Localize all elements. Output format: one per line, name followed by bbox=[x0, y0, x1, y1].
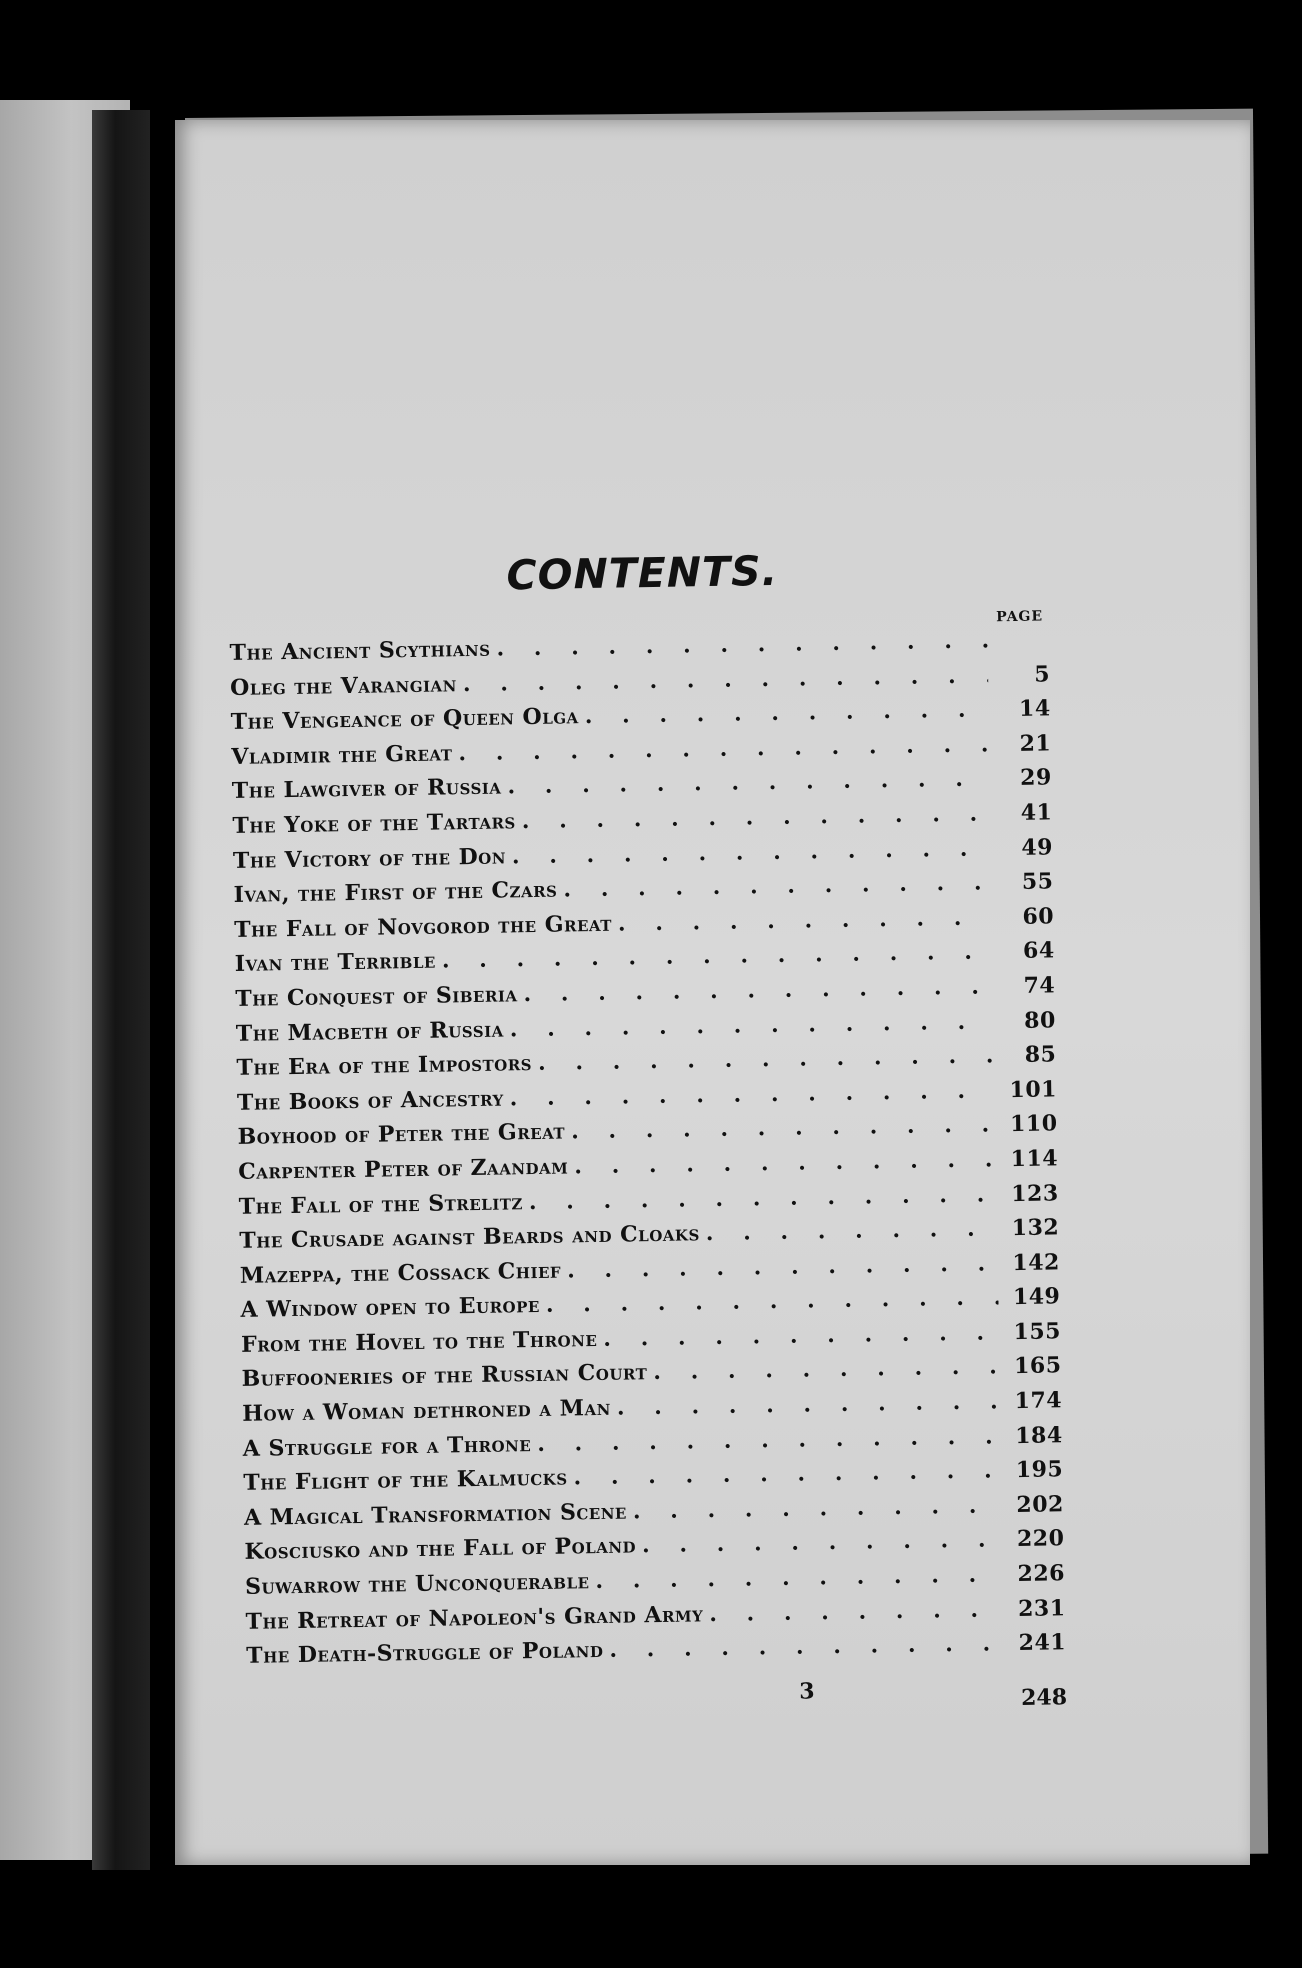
dot-leader bbox=[595, 1561, 1003, 1594]
toc-entry-page: 231 bbox=[1017, 1594, 1066, 1622]
dot-leader bbox=[653, 1354, 1000, 1386]
toc-entry-title: The Macbeth of Russia bbox=[235, 1016, 505, 1047]
dot-leader bbox=[584, 697, 988, 730]
toc-entry-page: 165 bbox=[1013, 1352, 1062, 1380]
toc-entry-page: 184 bbox=[1015, 1421, 1063, 1449]
toc-entry-page: 155 bbox=[1013, 1318, 1062, 1345]
toc-entry-title: Suwarrow the Unconquerable bbox=[244, 1568, 590, 1600]
toc-entry-title: The Fall of Novgorod the Great bbox=[233, 910, 613, 943]
dot-leader bbox=[618, 904, 993, 936]
toc-entry-page: 114 bbox=[1010, 1145, 1059, 1173]
toc-entry-page: 41 bbox=[1020, 799, 1053, 826]
dot-leader bbox=[633, 1492, 1002, 1524]
toc-entry-page: 132 bbox=[1011, 1214, 1060, 1242]
toc-entry-page: 195 bbox=[1015, 1456, 1064, 1484]
toc-entry-page: 241 bbox=[1018, 1629, 1067, 1657]
toc-entry-page: 60 bbox=[1022, 903, 1055, 930]
toc-entry-title: The Victory of the Don bbox=[232, 842, 507, 874]
dot-leader bbox=[706, 1215, 998, 1246]
book-spine-shadow bbox=[92, 110, 150, 1870]
toc-entry-page: 80 bbox=[1023, 1006, 1057, 1034]
toc-entry-title: The Books of Ancestry bbox=[236, 1085, 504, 1116]
toc-entry-title: The Conquest of Siberia bbox=[235, 981, 518, 1012]
dot-leader bbox=[603, 1319, 999, 1352]
toc-entry-title: Oleg the Varangian bbox=[229, 670, 458, 701]
toc-entry-title: The Death-Struggle of Poland bbox=[246, 1637, 604, 1670]
dot-leader bbox=[617, 1388, 1001, 1420]
toc-entry-page: 85 bbox=[1024, 1041, 1057, 1068]
toc-entry-title: The Ancient Scythians bbox=[229, 635, 491, 666]
dot-leader bbox=[574, 1146, 996, 1179]
toc-entry-title: The Lawgiver of Russia bbox=[231, 773, 502, 805]
toc-entry-title: Ivan the Terrible bbox=[234, 947, 437, 978]
toc-entry-title: Buffooneries of the Russian Court bbox=[241, 1359, 648, 1393]
toc-entry-page: 14 bbox=[1018, 695, 1051, 723]
toc-entry-page: 21 bbox=[1019, 730, 1052, 757]
toc-entry-page: 29 bbox=[1019, 764, 1053, 792]
toc-entry-title: The Yoke of the Tartars bbox=[232, 808, 516, 839]
toc-entry-title: From the Hovel to the Throne bbox=[240, 1325, 598, 1358]
contents-block bbox=[228, 542, 1067, 1713]
toc-entry-title: Ivan, the First of the Czars bbox=[233, 876, 558, 909]
toc-entry-page: 220 bbox=[1016, 1525, 1065, 1553]
toc-entry-page: 110 bbox=[1009, 1110, 1058, 1138]
toc-entry-page: 64 bbox=[1022, 937, 1055, 965]
toc-entry-page: 49 bbox=[1021, 833, 1054, 861]
toc-entry-title: The Vengeance of Queen Olga bbox=[230, 703, 579, 736]
toc-entry-page: 149 bbox=[1012, 1283, 1061, 1311]
toc-entry-title: A Struggle for a Throne bbox=[242, 1430, 532, 1462]
toc-entry-page: 123 bbox=[1011, 1179, 1059, 1207]
toc-entry-title: Vladimir the Great bbox=[231, 740, 453, 770]
toc-entry-title: The Era of the Impostors bbox=[236, 1050, 533, 1082]
toc-entry-title: Mazeppa, the Cossack Chief bbox=[239, 1257, 562, 1289]
dot-leader bbox=[609, 1631, 1004, 1664]
page-column-label: PAGE bbox=[995, 608, 1044, 626]
dot-leader bbox=[709, 1596, 1004, 1627]
toc-entry-page: 174 bbox=[1014, 1387, 1063, 1415]
toc-entry-page: 101 bbox=[1009, 1076, 1058, 1103]
toc-entry-title: Kosciusko and the Fall of Poland bbox=[244, 1532, 637, 1566]
toc-entry-page bbox=[994, 646, 1050, 647]
folio-number: 3 bbox=[799, 1678, 815, 1705]
toc-entry-page: 55 bbox=[1021, 868, 1054, 896]
toc-entry-title: The Crusade against Beards and Cloaks bbox=[239, 1220, 701, 1254]
toc-entry-page: 74 bbox=[1023, 972, 1056, 999]
toc-entry-title: A Window open to Europe bbox=[240, 1292, 541, 1324]
table-of-contents bbox=[229, 626, 1068, 1711]
toc-entry-page: 142 bbox=[1012, 1248, 1061, 1276]
toc-entry-page: 226 bbox=[1017, 1560, 1066, 1588]
toc-entry-page: 5 bbox=[1034, 660, 1051, 688]
toc-entry-title: The Flight of the Kalmucks bbox=[243, 1464, 568, 1497]
toc-entry-page: 202 bbox=[1016, 1491, 1065, 1518]
toc-entry-title: How a Woman dethroned a Man bbox=[242, 1394, 612, 1427]
toc-entry-title: The Fall of the Strelitz bbox=[238, 1188, 524, 1220]
toc-trailing-page: 248 bbox=[1020, 1684, 1068, 1711]
page-title: CONTENTS. bbox=[506, 546, 779, 600]
toc-entry-title: The Retreat of Napoleon's Grand Army bbox=[245, 1600, 704, 1635]
toc-entry-title: Carpenter Peter of Zaandam bbox=[237, 1153, 569, 1185]
toc-entry-title: A Magical Transformation Scene bbox=[243, 1498, 628, 1531]
dot-leader bbox=[642, 1527, 1003, 1559]
toc-entry-title: Boyhood of Peter the Great bbox=[237, 1118, 566, 1151]
